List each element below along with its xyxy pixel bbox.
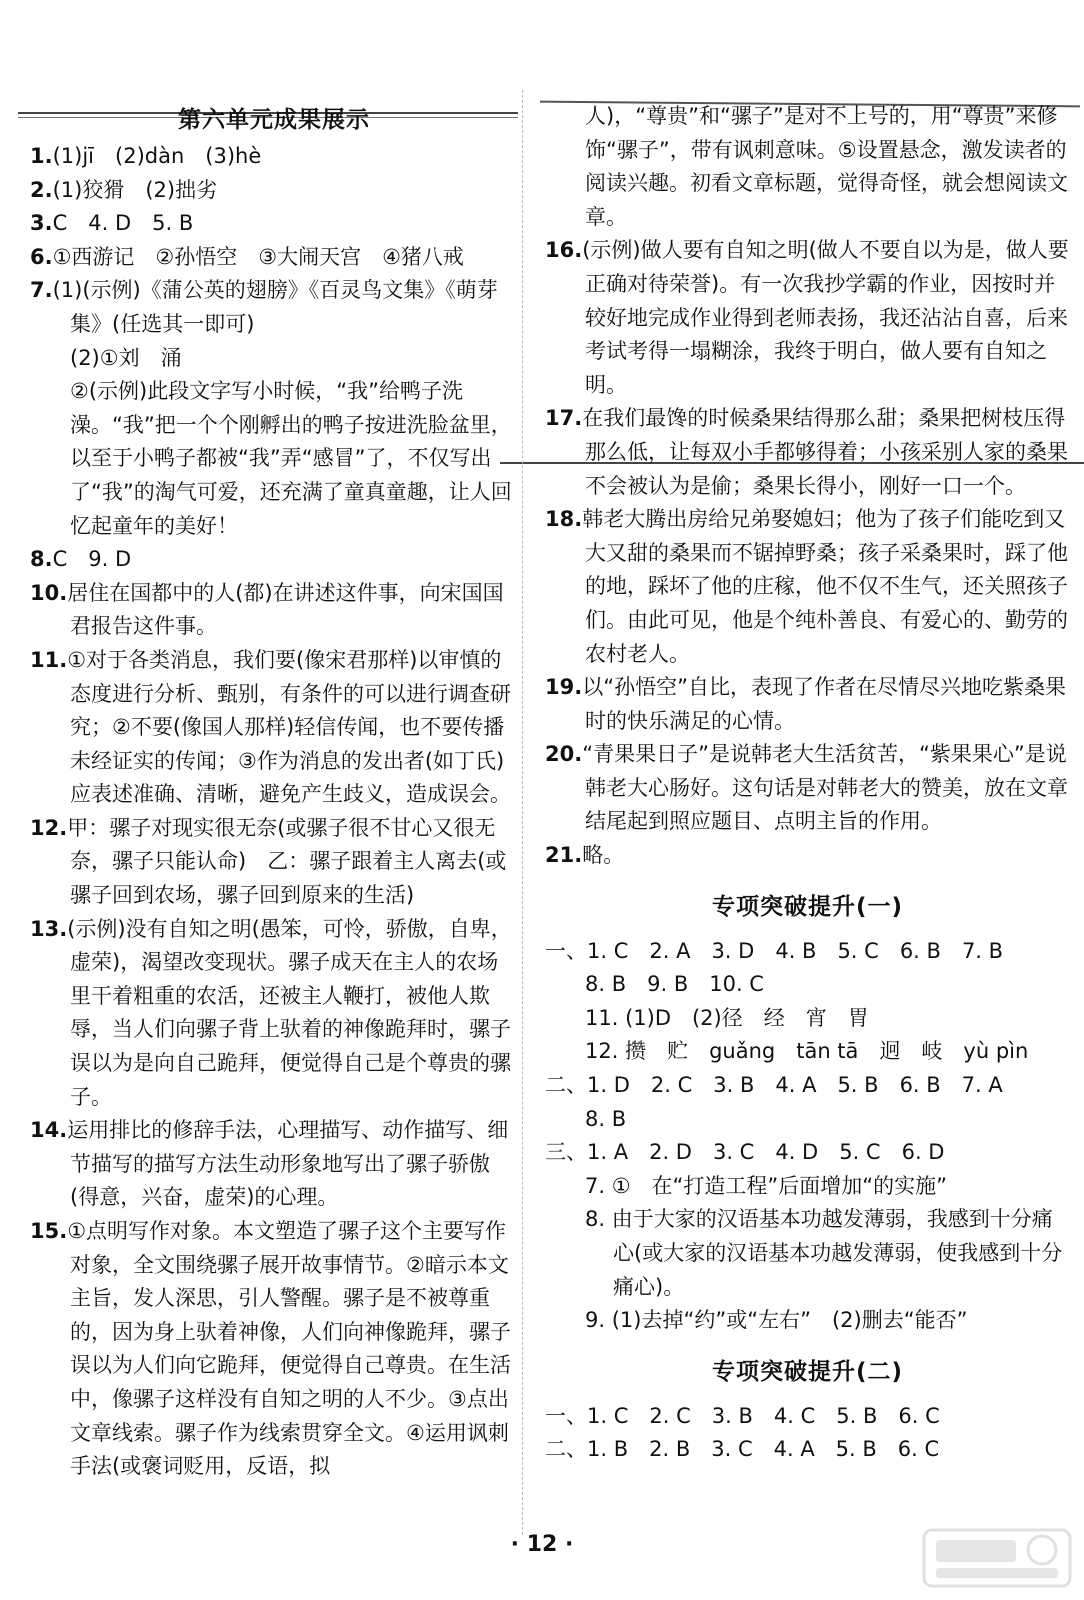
answer-text: ②(示例)此段文字写小时候，“我”给鸭子洗澡。“我”把一个个刚孵出的鸭子按进洗脸盆里，以至于小鸭子都被“我”弄“感冒”了，不仅写出了“我”的淘气可爱，还充满了童真童趣，让人回忆起童年的美好！ (70, 379, 512, 538)
answer-item (30, 1114, 518, 1215)
answer-item (30, 812, 518, 913)
section2-title: 专项突破提升(二) (711, 1358, 904, 1385)
answer-item (545, 738, 1070, 839)
question-number: 15. (30, 1219, 68, 1243)
answer-line: 三、1. A 2. D 3. C 4. D 5. C 6. D (545, 1140, 945, 1165)
answer-item (545, 839, 1070, 873)
answer-item (30, 577, 518, 644)
question-number: 19. (545, 675, 583, 700)
answer-text: (2)①刘 涌 (70, 345, 182, 370)
answer-item (30, 207, 518, 241)
answer-item (545, 671, 1070, 738)
question-number: 20. (545, 742, 583, 767)
answer-item (30, 140, 518, 174)
answer-line: 7. ① 在“打造工程”后面增加“的实施” (585, 1173, 948, 1198)
answer-text: C 4. D 5. B (52, 211, 194, 236)
answer-text: 居住在国都中的人(都)在讲述这件事，向宋国国君报告这件事。 (67, 580, 504, 639)
answer-line: 12. 攒 贮 guǎng tān tā 迥 岐 yù pìn (585, 1039, 1029, 1064)
question-number: 18. (545, 507, 583, 532)
answer-line: 9. (1)去掉“约”或“左右” (2)删去“能否” (585, 1308, 968, 1333)
answer-text: 略。 (582, 843, 625, 868)
answer-text: (1)(示例)《蒲公英的翅膀》《百灵鸟文集》《萌芽集》(任选其一即可) (52, 278, 498, 336)
section-title: 第六单元成果展示 (178, 107, 370, 133)
question-number: 7. (30, 278, 53, 303)
answer-line: 8. B (585, 1106, 627, 1131)
answer-text: ①点明写作对象。本文塑造了骡子这个主要写作对象，全文围绕骡子展开故事情节。②暗示本文主旨，发人深思，引人警醒。骡子是不被尊重的，因为身上驮着神像，人们向神像跪拜，骡子误以为人们向它跪拜，便觉得自己尊贵。在生活中，像骡子这样没有自知之明的人不少。③点出文章线索。骡子作为线索贯穿全文。④运用讽刺手法(或褒词贬用，反语，拟 (67, 1219, 511, 1479)
right-answer-list (545, 100, 1070, 873)
answer-line: 二、1. B 2. B 3. C 4. A 5. B 6. C (545, 1437, 940, 1462)
question-number: 8. (30, 547, 53, 572)
answer-line: 一、1. C 2. C 3. B 4. C 5. B 6. C (545, 1403, 940, 1428)
answer-item (545, 503, 1070, 671)
answer-item (30, 174, 518, 208)
answer-line: 11. (1)D (2)径 经 宵 胃 (585, 1005, 869, 1030)
answer-item (30, 241, 518, 275)
answer-text: ①西游记 ②孙悟空 ③大闹天宫 ④猪八戒 (52, 244, 464, 269)
section2-answers (545, 1400, 1070, 1467)
answer-item (545, 100, 1070, 234)
answer-item (30, 913, 518, 1115)
answer-text: 运用排比的修辞手法，心理描写、动作描写、细节描写的描写方法生动形象地写出了骡子骄傲(得意，兴奋，虚荣)的心理。 (67, 1118, 509, 1210)
answer-item (545, 402, 1070, 503)
answer-text: (1)狡猾 (2)拙劣 (52, 177, 218, 202)
answer-text: “青果果日子”是说韩老大生活贫苦，“紫果果心”是说韩老大心肠好。这句话是对韩老大的赞美，放在文章结尾起到照应题目、点明主旨的作用。 (582, 742, 1068, 834)
section1-answers (545, 935, 1070, 1338)
question-number: 2. (30, 177, 53, 202)
answer-text: 人)，“尊贵”和“骡子”是对不上号的，用“尊贵”来修饰“骡子”，带有讽刺意味。⑤设置悬念，激发读者的阅读兴趣。初看文章标题，觉得奇怪，就会想阅读文章。 (585, 104, 1068, 229)
watermark-logo-icon (922, 1528, 1072, 1588)
column-divider (522, 90, 523, 1535)
question-number: 17. (545, 406, 583, 431)
answer-item (30, 1215, 518, 1484)
answer-text: 韩老大腾出房给兄弟娶媳妇；他为了孩子们能吃到又大又甜的桑果而不锯掉野桑；孩子采桑果时，踩了他的地，踩坏了他的庄稼，他不仅不生气，还关照孩子们。由此可见，他是个纯朴善良、有爱心的、勤劳的农村老人。 (582, 507, 1068, 666)
answer-text: 以“孙悟空”自比，表现了作者在尽情尽兴地吃紫桑果时的快乐满足的心情。 (582, 675, 1066, 733)
question-number: 21. (545, 843, 583, 868)
question-number: 6. (30, 244, 53, 269)
answer-text: (示例)没有自知之明(愚笨，可怜，骄傲，自卑，虚荣)，渴望改变现状。骡子成天在主人的农场里干着粗重的农活，还被主人鞭打，被他人欺辱，当人们向骡子背上驮着的神像跪拜时，骡子误以为是向自己跪拜，便觉得自己是个尊贵的骡子。 (67, 916, 512, 1109)
answer-item (30, 644, 518, 812)
answer-item (30, 543, 518, 577)
answer-text: (示例)做人要有自知之明(做人不要自以为是，做人要正确对待荣誉)。有一次我抄学霸的作业，因按时并较好地完成作业得到老师表扬，我还沾沾自喜，后来考试考得一塌糊涂，我终于明白，做人要有自知之明。 (582, 238, 1069, 397)
answer-text: (1)jī (2)dàn (3)hè (52, 144, 262, 168)
question-number: 3. (30, 211, 53, 236)
answer-line: 8. B 9. B 10. C (585, 972, 764, 997)
section1-title: 专项突破提升(一) (711, 893, 904, 920)
question-number: 14. (30, 1118, 68, 1143)
answer-item (30, 342, 518, 376)
answer-item (545, 234, 1070, 402)
question-number: 11. (30, 647, 68, 672)
answer-line: 二、1. D 2. C 3. B 4. A 5. B 6. B 7. A (545, 1073, 1003, 1098)
left-answer-list (30, 140, 518, 1484)
page-number: · 12 · (510, 1532, 574, 1557)
answer-text: C 9. D (52, 547, 132, 572)
answer-line: 8. 由于大家的汉语基本功越发薄弱，我感到十分痛心(或大家的汉语基本功越发薄弱，使我感到十分痛心)。 (585, 1207, 1063, 1299)
question-number: 13. (30, 916, 68, 941)
question-number: 1. (30, 144, 53, 168)
question-number: 12. (30, 815, 68, 840)
left-column (30, 100, 518, 1484)
answer-item (30, 375, 518, 543)
question-number: 10. (30, 580, 68, 605)
question-number: 16. (545, 238, 583, 263)
answer-text: 在我们最馋的时候桑果结得那么甜；桑果把树枝压得那么低，让每双小手都够得着；小孩采别人家的桑果不会被认为是偷；桑果长得小，刚好一口一个。 (582, 406, 1068, 498)
answer-item (30, 274, 518, 341)
right-column (545, 100, 1070, 1467)
answer-text: 甲：骡子对现实很无奈(或骡子很不甘心又很无奈，骡子只能认命) 乙：骡子跟着主人离去(或骡子回到农场，骡子回到原来的生活) (67, 815, 507, 908)
answer-line: 一、1. C 2. A 3. D 4. B 5. C 6. B 7. B (545, 938, 1004, 963)
answer-text: ①对于各类消息，我们要(像宋君那样)以审慎的态度进行分析、甄别，有条件的可以进行调查研究；②不要(像国人那样)轻信传闻，也不要传播未经证实的传闻；③作为消息的发出者(如丁氏)应表述准确、清晰，避免产生歧义，造成误会。 (67, 647, 511, 807)
